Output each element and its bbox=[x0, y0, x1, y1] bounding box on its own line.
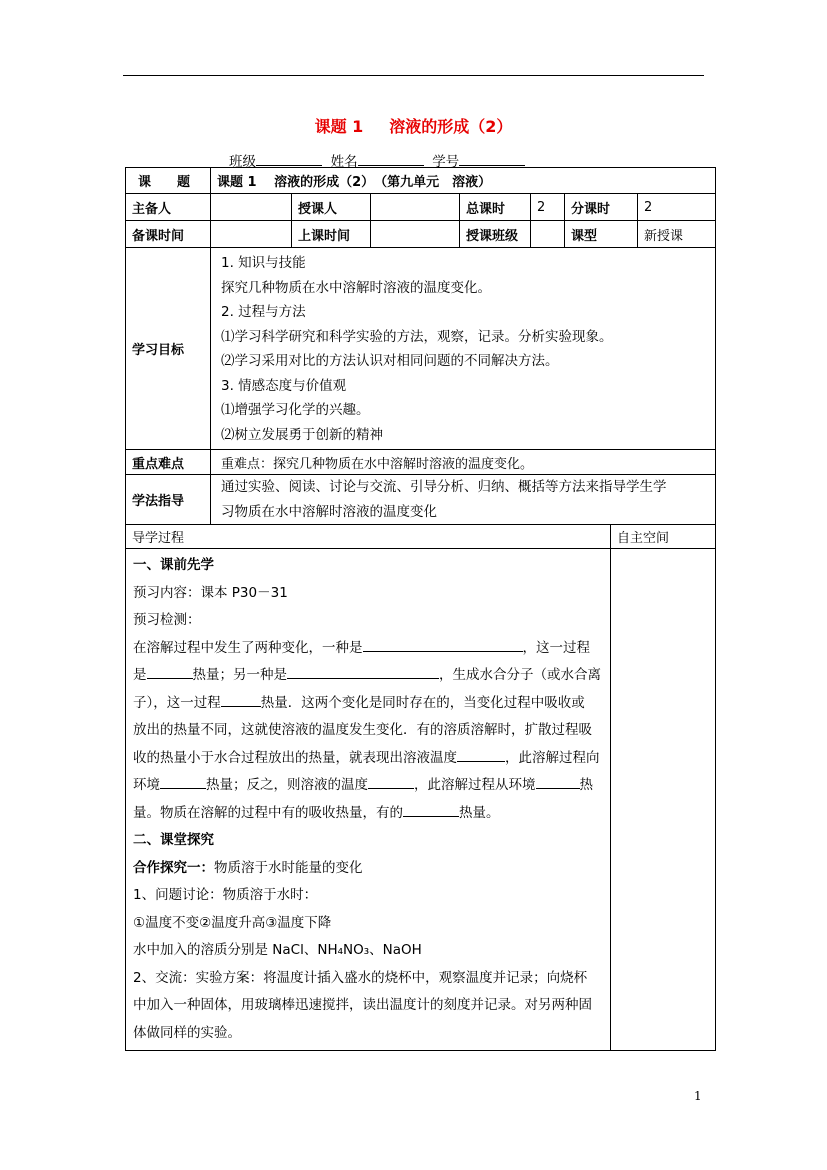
teaching-class-value[interactable] bbox=[531, 221, 565, 248]
exchange-line: 中加入一种固体，用玻璃棒迅速搅拌，读出温度计的刻度并记录。对另两种固 bbox=[133, 997, 592, 1013]
objective-line: 探究几种物质在水中溶解时溶液的温度变化。 bbox=[221, 279, 491, 296]
fill-blank[interactable] bbox=[457, 747, 505, 762]
page-title bbox=[0, 114, 827, 137]
lesson-type-label: 课型 bbox=[565, 221, 638, 248]
side-space-label: 自主空间 bbox=[611, 525, 716, 549]
fill-blank[interactable] bbox=[147, 664, 193, 679]
sub-hours-value: 2 bbox=[638, 194, 716, 221]
options-line: ①温度不变②温度升高③温度下降 bbox=[133, 914, 332, 931]
coop-line bbox=[133, 855, 604, 883]
class-inquiry-heading: 二、课堂探究 bbox=[133, 832, 214, 848]
question-line: 1、问题讨论：物质溶于水时： bbox=[133, 887, 318, 903]
class-time-value[interactable] bbox=[371, 221, 460, 248]
number-blank[interactable] bbox=[459, 152, 525, 166]
objective-line: 3. 情感态度与价值观 bbox=[221, 377, 347, 394]
exchange-line: 体做同样的实验。 bbox=[133, 1024, 241, 1041]
para-line bbox=[133, 690, 604, 718]
method-line: 习物质在水中溶解时溶液的温度变化 bbox=[221, 503, 437, 520]
para-text: ，这一过程 bbox=[522, 639, 590, 656]
para-text: ，生成水合分子（或水合离 bbox=[439, 667, 601, 683]
para-text: 子），这一过程 bbox=[133, 694, 221, 711]
para-line bbox=[133, 772, 604, 800]
prep-time-label: 备课时间 bbox=[126, 221, 211, 248]
objective-line: 1. 知识与技能 bbox=[221, 255, 306, 271]
header-rule bbox=[123, 75, 704, 76]
teaching-class-label: 授课班级 bbox=[460, 221, 531, 248]
method-label: 学法指导 bbox=[126, 475, 211, 525]
process-content bbox=[126, 549, 611, 1051]
objective-line: ⑵树立发展勇于创新的精神 bbox=[221, 426, 383, 443]
name-label: 姓名 bbox=[330, 154, 358, 170]
para-text: 热量．这两个变化是同时存在的，当变化过程中吸收或 bbox=[260, 694, 585, 711]
para-line bbox=[133, 662, 604, 690]
lesson-type-value: 新授课 bbox=[638, 221, 716, 248]
exchange-line: 2、交流：实验方案：将温度计插入盛水的烧杯中，观察温度并记录；向烧杯 bbox=[133, 969, 588, 986]
number-label: 学号 bbox=[432, 154, 460, 170]
para-text: 热量；另一种是 bbox=[192, 667, 287, 683]
fill-blank[interactable] bbox=[403, 802, 459, 817]
para-text: 在溶解过程中发生了两种变化，一种是 bbox=[133, 639, 363, 656]
para-line bbox=[133, 745, 604, 773]
para-line bbox=[133, 635, 604, 663]
fill-blank[interactable] bbox=[363, 637, 523, 652]
sub-hours-label: 分课时 bbox=[565, 194, 638, 221]
total-hours-value: 2 bbox=[531, 194, 565, 221]
para-text: 热 bbox=[579, 777, 593, 793]
page-number: 1 bbox=[694, 1089, 702, 1103]
para-text: ，此溶解过程从环境 bbox=[414, 777, 536, 793]
para-text: ，此溶解过程向 bbox=[505, 749, 600, 766]
objective-line: ⑵学习采用对比的方法认识对相同问题的不同解决方法。 bbox=[221, 353, 559, 369]
prep-time-value[interactable] bbox=[211, 221, 292, 248]
lesson-plan-table bbox=[125, 167, 716, 1051]
coop-label: 合作探究一： bbox=[133, 859, 214, 876]
fill-blank[interactable] bbox=[221, 692, 261, 707]
class-label: 班级 bbox=[229, 154, 256, 170]
teacher-value[interactable] bbox=[371, 194, 460, 221]
para-line bbox=[133, 800, 604, 828]
para-text: 是 bbox=[133, 667, 147, 683]
objectives-label: 学习目标 bbox=[126, 248, 211, 450]
para-text: 热量；反之，则溶液的温度 bbox=[206, 777, 368, 793]
preparer-value[interactable] bbox=[211, 194, 292, 221]
title-lesson-number: 课题 1 bbox=[314, 117, 364, 136]
process-label: 导学过程 bbox=[126, 525, 611, 549]
objective-line: ⑴增强学习化学的兴趣。 bbox=[221, 402, 370, 418]
fill-blank[interactable] bbox=[287, 664, 439, 679]
side-space[interactable] bbox=[611, 549, 716, 1051]
topic-value: 课题 1 溶液的形成（2） （第九单元 溶液） bbox=[211, 168, 716, 194]
preview-content: 预习内容：课本 P30－31 bbox=[133, 584, 288, 601]
name-blank[interactable] bbox=[358, 152, 424, 166]
key-points-text: 重难点：探究几种物质在水中溶解时溶液的温度变化。 bbox=[211, 450, 716, 475]
solutes-line: 水中加入的溶质分别是 NaCl、NH₄NO₃、NaOH bbox=[133, 942, 422, 958]
title-lesson-name: 溶液的形成（2） bbox=[389, 117, 513, 136]
para-text: 环境 bbox=[133, 777, 160, 793]
class-time-label: 上课时间 bbox=[292, 221, 371, 248]
class-blank[interactable] bbox=[256, 152, 322, 166]
para-line: 放出的热量不同，这就使溶液的温度发生变化．有的溶质溶解时，扩散过程吸 bbox=[133, 722, 592, 738]
method-line: 通过实验、阅读、讨论与交流、引导分析、归纳、概括等方法来指导学生学 bbox=[221, 479, 667, 495]
method-content bbox=[211, 475, 716, 525]
objective-line: 2. 过程与方法 bbox=[221, 304, 306, 320]
fill-blank[interactable] bbox=[160, 774, 206, 789]
para-text: 收的热量小于水合过程放出的热量，就表现出溶液温度 bbox=[133, 749, 457, 766]
teacher-label: 授课人 bbox=[292, 194, 371, 221]
key-points-label: 重点难点 bbox=[126, 450, 211, 475]
preparer-label: 主备人 bbox=[126, 194, 211, 221]
pre-study-heading: 一、课前先学 bbox=[133, 557, 214, 573]
para-text: 热量。 bbox=[459, 804, 500, 821]
total-hours-label: 总课时 bbox=[460, 194, 531, 221]
para-text: 量。物质在溶解的过程中有的吸收热量，有的 bbox=[133, 804, 403, 821]
objective-line: ⑴学习科学研究和科学实验的方法，观察，记录。分析实验现象。 bbox=[221, 328, 613, 345]
preview-check: 预习检测： bbox=[133, 612, 201, 628]
coop-text: 物质溶于水时能量的变化 bbox=[214, 859, 363, 876]
topic-label: 课 题 bbox=[126, 168, 211, 194]
fill-blank[interactable] bbox=[368, 774, 414, 789]
fill-blank[interactable] bbox=[536, 774, 580, 789]
objectives-content bbox=[211, 248, 716, 450]
